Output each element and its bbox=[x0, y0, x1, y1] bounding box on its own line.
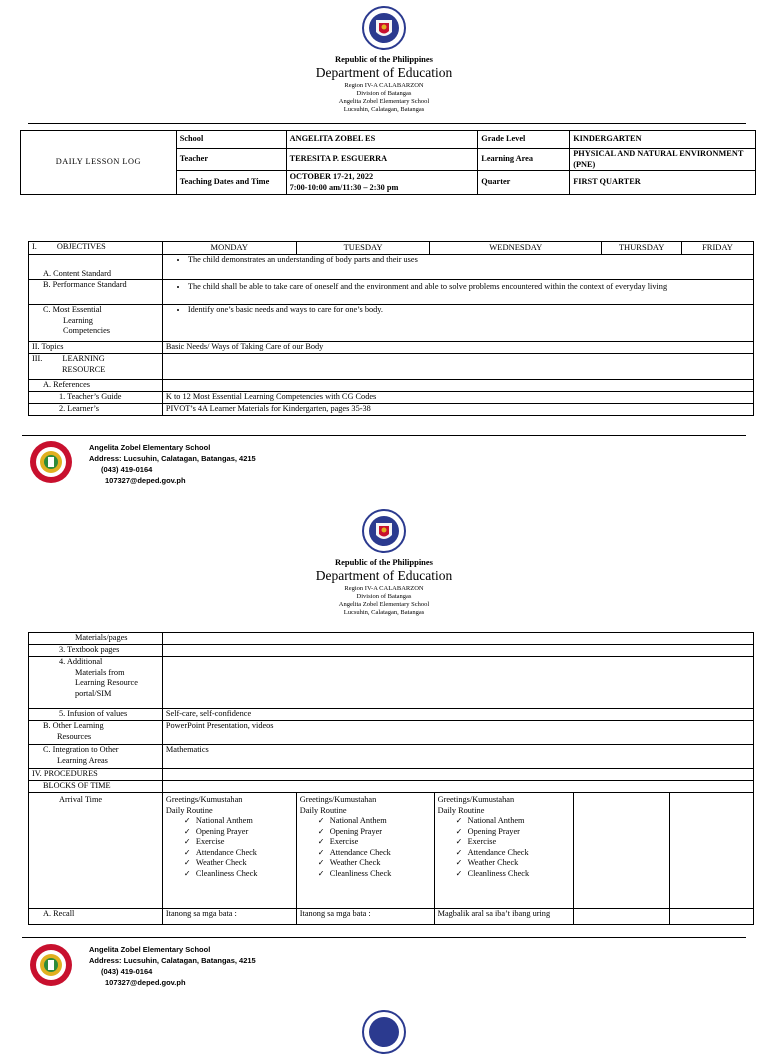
recall-wednesday: Magbalik aral sa iba’t ibang uring bbox=[434, 909, 574, 925]
materials-label: Materials/pages bbox=[29, 633, 163, 645]
department-title: Department of Education bbox=[315, 568, 453, 583]
other-resources-label: B. Other Learning Resources bbox=[29, 721, 163, 745]
dates-label: Teaching Dates and Time bbox=[176, 171, 286, 195]
arrival-tuesday: Greetings/Kumustahan Daily Routine ✓ National Anthem ✓ Opening Prayer ✓ Exercise ✓ Attendance Check ✓ Weather Check ✓ Cleanliness Check bbox=[296, 793, 434, 909]
time-value: 7:00-10:00 am/11:30 – 2:30 pm bbox=[289, 182, 399, 192]
lesson-info-table bbox=[20, 130, 756, 195]
references-label: A. References bbox=[29, 380, 163, 392]
learners-label: 2. Learner’s bbox=[29, 404, 163, 416]
department-title: Department of Education bbox=[315, 65, 453, 80]
school-text: Angelita Zobel Elementary School bbox=[338, 601, 430, 608]
teacher-label: Teacher bbox=[176, 149, 286, 171]
procedures-label: IV. PROCEDURES bbox=[29, 769, 163, 781]
division-text: Division of Batangas bbox=[356, 593, 412, 600]
footer-phone: (043) 419-0164 bbox=[101, 465, 153, 474]
infusion-text: Self-care, self-confidence bbox=[162, 709, 753, 721]
arrival-time-label: Arrival Time bbox=[29, 793, 163, 909]
footer-phone: (043) 419-0164 bbox=[101, 967, 153, 976]
day-monday: MONDAY bbox=[162, 242, 296, 255]
textbook-label: 3. Textbook pages bbox=[29, 645, 163, 657]
school-logo-icon bbox=[29, 943, 73, 987]
header-rule bbox=[28, 123, 746, 124]
topics-label: II. Topics bbox=[29, 342, 163, 354]
mel-text: • Identify one’s basic needs and ways to care for one’s body. bbox=[188, 305, 750, 316]
quarter-label: Quarter bbox=[478, 171, 570, 195]
deped-seal-icon bbox=[362, 1010, 406, 1054]
grade-label: Grade Level bbox=[478, 131, 570, 149]
performance-standard-text: • The child shall be able to take care of oneself and the environment and able to solve problems encountered within the context of everyday living bbox=[188, 282, 750, 293]
other-resources-text: PowerPoint Presentation, videos bbox=[162, 721, 753, 745]
address-text: Lucsuhin, Calatagan, Batangas bbox=[343, 106, 425, 113]
footer-school: Angelita Zobel Elementary School bbox=[89, 443, 211, 452]
school-text: Angelita Zobel Elementary School bbox=[338, 98, 430, 105]
objectives-header: I. OBJECTIVES bbox=[29, 242, 163, 255]
day-tuesday: TUESDAY bbox=[296, 242, 430, 255]
arrival-wednesday: Greetings/Kumustahan Daily Routine ✓ National Anthem ✓ Opening Prayer ✓ Exercise ✓ Attendance Check ✓ Weather Check ✓ Cleanliness Check bbox=[434, 793, 574, 909]
region-text: Region IV-A CALABARZON bbox=[344, 82, 424, 89]
school-label: School bbox=[176, 131, 286, 149]
teachers-guide-text: K to 12 Most Essential Learning Competencies with CG Codes bbox=[162, 392, 753, 404]
grade-value: KINDERGARTEN bbox=[570, 131, 756, 149]
footer-email: 107327@deped.gov.ph bbox=[105, 978, 186, 987]
republic-title: Republic of the Philippines bbox=[334, 557, 433, 567]
recall-tuesday: Itanong sa mga bata : bbox=[296, 909, 434, 925]
dates-value: OCTOBER 17-21, 2022 bbox=[289, 172, 374, 181]
integration-label: C. Integration to Other Learning Areas bbox=[29, 745, 163, 769]
content-standard-text: • The child demonstrates an understanding of body parts and their uses bbox=[188, 255, 750, 266]
footer-rule bbox=[22, 435, 746, 436]
learning-area-label: Learning Area bbox=[478, 149, 570, 171]
blocks-of-time-label: BLOCKS OF TIME bbox=[29, 781, 163, 793]
school-value: ANGELITA ZOBEL ES bbox=[286, 131, 478, 149]
footer-address: Address: Lucsuhin, Calatagan, Batangas, 4215 bbox=[89, 956, 256, 965]
region-text: Region IV-A CALABARZON bbox=[344, 585, 424, 592]
footer-school: Angelita Zobel Elementary School bbox=[89, 945, 211, 954]
republic-title: Republic of the Philippines bbox=[334, 54, 433, 64]
deped-seal-icon bbox=[362, 509, 406, 553]
integration-text: Mathematics bbox=[162, 745, 753, 769]
quarter-value: FIRST QUARTER bbox=[570, 171, 756, 195]
day-thursday: THURSDAY bbox=[602, 242, 682, 255]
infusion-label: 5. Infusion of values bbox=[29, 709, 163, 721]
procedures-table bbox=[28, 632, 754, 925]
address-text: Lucsuhin, Calatagan, Batangas bbox=[343, 609, 425, 616]
recall-monday: Itanong sa mga bata : bbox=[162, 909, 296, 925]
arrival-monday: Greetings/Kumustahan Daily Routine ✓ National Anthem ✓ Opening Prayer ✓ Exercise ✓ Attendance Check ✓ Weather Check ✓ Cleanliness Check bbox=[162, 793, 296, 909]
day-wednesday: WEDNESDAY bbox=[430, 242, 602, 255]
objectives-table bbox=[28, 241, 754, 416]
footer-address: Address: Lucsuhin, Calatagan, Batangas, 4215 bbox=[89, 454, 256, 463]
school-logo-icon bbox=[29, 440, 73, 484]
mel-label: C. Most Essential Learning Competencies bbox=[29, 305, 163, 342]
teachers-guide-label: 1. Teacher’s Guide bbox=[29, 392, 163, 404]
learners-text: PIVOT’s 4A Learner Materials for Kindergarten, pages 35-38 bbox=[162, 404, 753, 416]
teacher-value: TERESITA P. ESGUERRA bbox=[286, 149, 478, 171]
additional-materials-label: 4. Additional Materials from Learning Resource portal/SIM bbox=[29, 657, 163, 709]
footer-email: 107327@deped.gov.ph bbox=[105, 476, 186, 485]
learning-area-value: PHYSICAL AND NATURAL ENVIRONMENT (PNE) bbox=[570, 149, 756, 171]
learning-resource-label: III. LEARNING RESOURCE bbox=[29, 354, 163, 380]
topics-text: Basic Needs/ Ways of Taking Care of our Body bbox=[162, 342, 753, 354]
deped-seal-icon bbox=[362, 6, 406, 50]
dll-title: DAILY LESSON LOG bbox=[21, 131, 177, 195]
division-text: Division of Batangas bbox=[356, 90, 412, 97]
performance-standard-label: B. Performance Standard bbox=[29, 280, 163, 305]
day-friday: FRIDAY bbox=[682, 242, 754, 255]
content-standard-label: A. Content Standard bbox=[29, 255, 163, 280]
recall-label: A. Recall bbox=[29, 909, 163, 925]
footer-rule bbox=[22, 937, 746, 938]
